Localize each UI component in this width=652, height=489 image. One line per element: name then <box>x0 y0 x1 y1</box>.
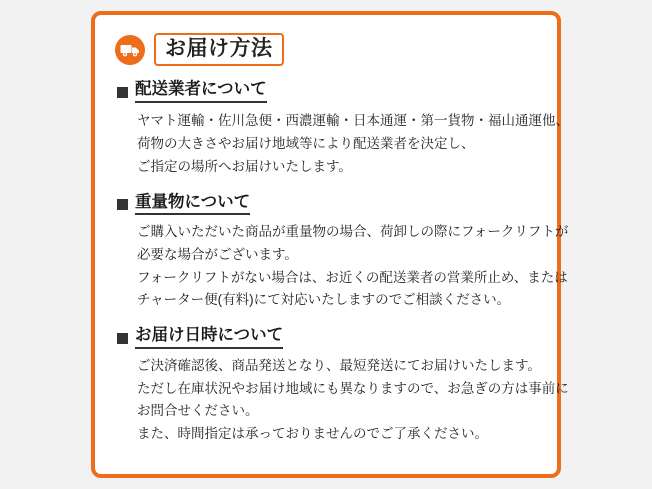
section-header <box>117 326 537 349</box>
section-header <box>117 80 537 103</box>
section-body <box>137 221 569 312</box>
body-line: また、時間指定は承っておりませんのでご了承ください。 <box>137 425 488 441</box>
body-line: チャーター便(有料)にて対応いたしますのでご相談ください。 <box>137 292 511 308</box>
section-header <box>117 193 537 216</box>
body-line: お問合せください。 <box>137 403 259 419</box>
page-title: お届け方法 <box>165 37 273 60</box>
body-line: ヤマト運輸・佐川急便・西濃運輸・日本通運・第一貨物・福山通運他、 <box>137 112 569 128</box>
panel-header <box>115 33 537 66</box>
body-line: ただし在庫状況やお届け地域にも異なりますので、お急ぎの方は事前に <box>137 380 569 396</box>
section-shipping-carriers <box>115 80 569 178</box>
section-title: お届け日時について <box>135 326 283 349</box>
square-bullet-icon <box>117 333 128 344</box>
square-bullet-icon <box>117 199 128 210</box>
body-line: ご購入いただいた商品が重量物の場合、荷卸しの際にフォークリフトが <box>137 224 569 240</box>
section-body <box>137 355 569 446</box>
body-line: 必要な場合がございます。 <box>137 247 298 263</box>
section-heavy-items <box>115 192 569 312</box>
body-line: 荷物の大きさやお届け地域等により配送業者を決定し、 <box>137 136 475 152</box>
section-body <box>137 109 569 179</box>
section-title: 重量物について <box>135 193 250 216</box>
delivery-info-panel <box>91 11 569 478</box>
square-bullet-icon <box>117 87 128 98</box>
section-title: 配送業者について <box>135 80 267 103</box>
panel-title-box <box>154 33 284 66</box>
body-line: ご決済確認後、商品発送となり、最短発送にてお届けいたします。 <box>137 357 541 373</box>
delivery-truck-icon <box>115 35 145 65</box>
section-delivery-datetime <box>115 326 569 445</box>
body-line: フォークリフトがない場合は、お近くの配送業者の営業所止め、または <box>137 269 568 285</box>
body-line: ご指定の場所へお届けいたします。 <box>137 159 352 175</box>
